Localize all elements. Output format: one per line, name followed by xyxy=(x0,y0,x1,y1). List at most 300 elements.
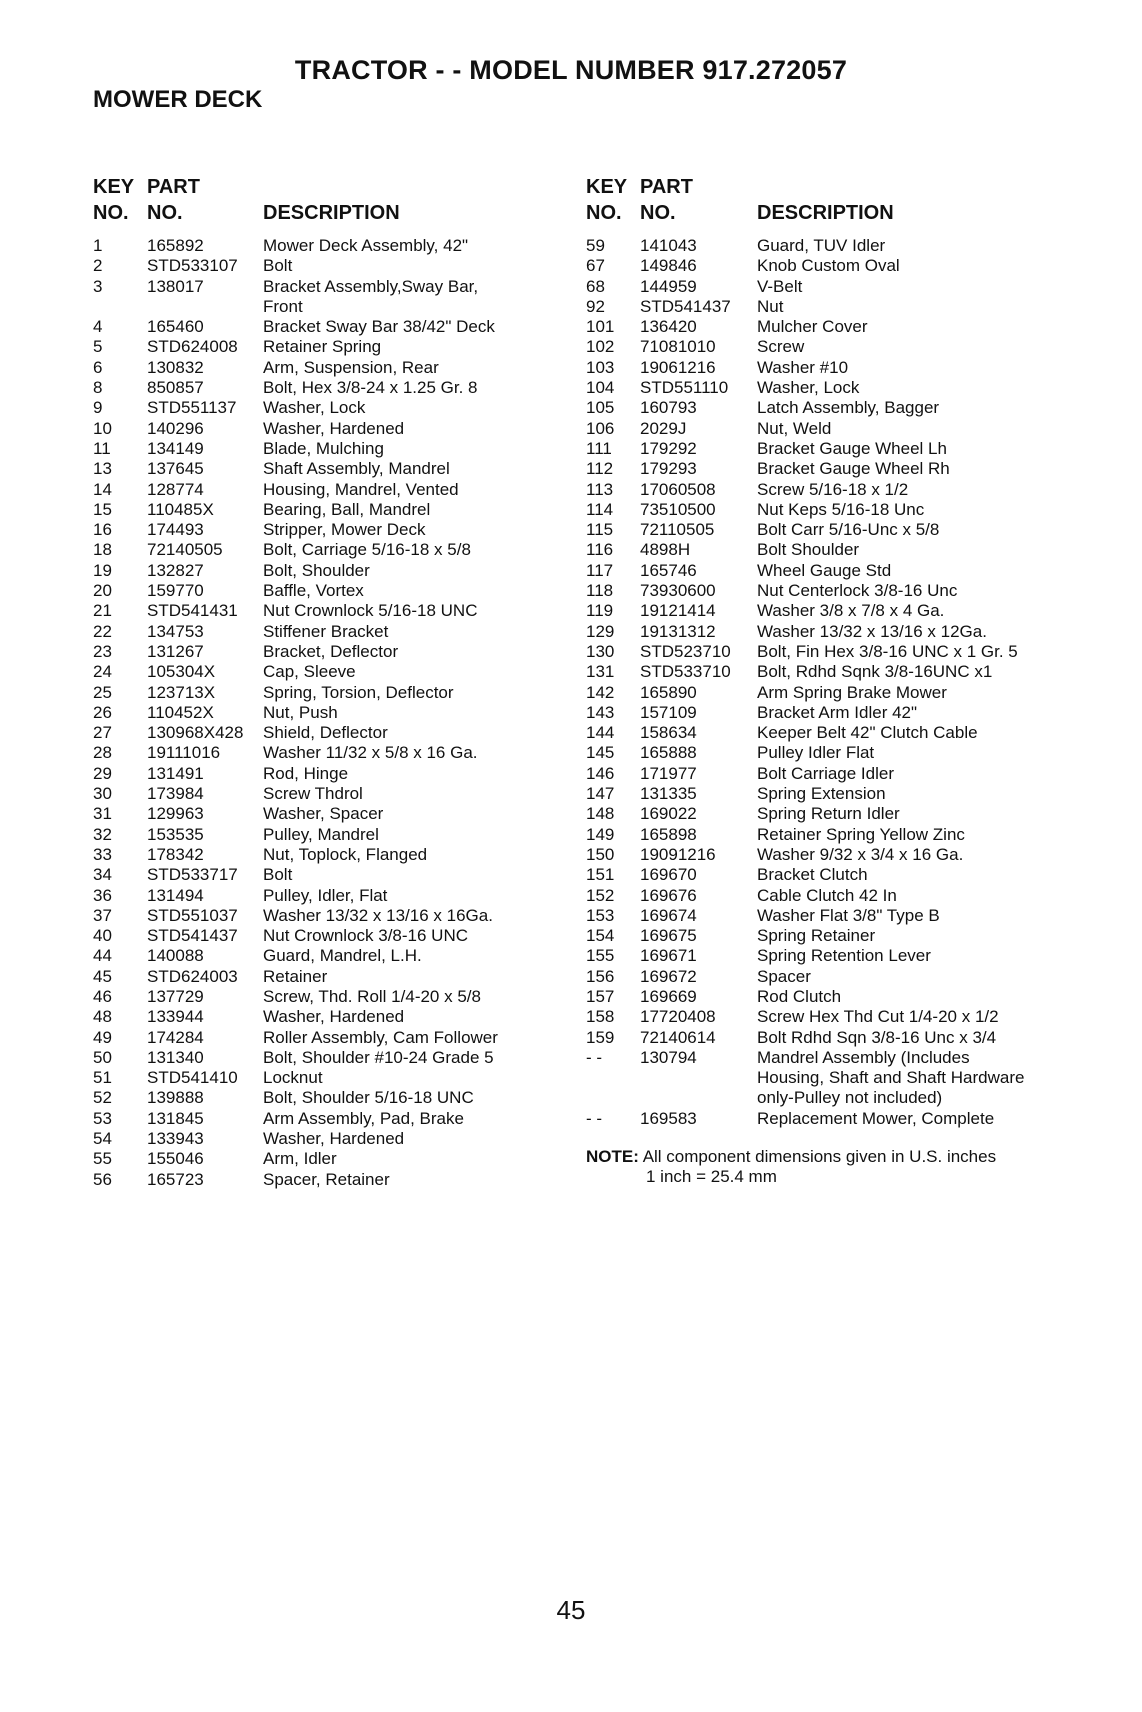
table-row xyxy=(93,317,563,337)
part-number: 132827 xyxy=(147,560,204,580)
key-number: 18 xyxy=(93,540,112,560)
table-body xyxy=(586,236,1086,1129)
table-row xyxy=(586,987,1086,1007)
key-number: 119 xyxy=(586,601,614,621)
part-number: 73930600 xyxy=(640,581,716,601)
table-row xyxy=(93,358,563,378)
key-number: 154 xyxy=(586,926,615,946)
part-number: 165888 xyxy=(640,743,697,763)
part-number: 169676 xyxy=(640,885,697,905)
part-number: 165460 xyxy=(147,317,204,337)
key-number: 147 xyxy=(586,784,615,804)
key-number: 92 xyxy=(586,296,605,316)
page-title: TRACTOR - - MODEL NUMBER 917.272057 xyxy=(294,55,848,85)
part-description: Washer, Lock xyxy=(263,398,366,418)
key-number: 130 xyxy=(586,641,615,661)
table-row xyxy=(93,1149,563,1169)
table-row xyxy=(93,1170,563,1190)
part-description: Mower Deck Assembly, 42" xyxy=(263,236,469,255)
table-row xyxy=(586,581,1086,601)
key-number: 6 xyxy=(93,357,103,377)
part-number: 129963 xyxy=(147,804,204,824)
table-row xyxy=(586,277,1086,297)
part-number: 131340 xyxy=(147,1047,204,1067)
part-description: Washer 13/32 x 13/16 x 12Ga. xyxy=(757,621,987,641)
table-row xyxy=(586,804,1086,824)
part-description: Wheel Gauge Std xyxy=(757,560,892,580)
part-number: STD541410 xyxy=(147,1068,238,1088)
note-conversion: 1 inch = 25.4 mm xyxy=(646,1167,777,1187)
table-row xyxy=(93,946,563,966)
key-number: 145 xyxy=(586,743,615,763)
key-number: 46 xyxy=(93,986,112,1006)
table-row xyxy=(93,419,563,439)
key-number: 156 xyxy=(586,966,615,986)
part-number: 169671 xyxy=(640,946,697,966)
key-number: 30 xyxy=(93,784,112,804)
part-number: 173984 xyxy=(147,784,204,804)
part-number: 130968X428 xyxy=(147,723,244,743)
table-row xyxy=(586,906,1086,926)
part-description: Washer, Lock xyxy=(757,378,860,398)
part-number: 179293 xyxy=(640,459,697,479)
key-number: 21 xyxy=(93,601,112,621)
part-description: Bolt xyxy=(263,256,293,276)
key-number: 143 xyxy=(586,702,615,722)
part-number: 159770 xyxy=(147,581,204,601)
part-number: 17720408 xyxy=(640,1007,716,1027)
table-row xyxy=(586,946,1086,966)
table-row xyxy=(586,358,1086,378)
part-description: Rod Clutch xyxy=(757,986,842,1006)
part-number: 72110505 xyxy=(640,520,715,540)
table-row xyxy=(586,662,1086,682)
table-row xyxy=(586,845,1086,865)
table-header xyxy=(93,176,563,228)
table-row xyxy=(586,703,1086,723)
table-row xyxy=(93,764,563,784)
key-number: 152 xyxy=(586,885,615,905)
table-row xyxy=(586,398,1086,418)
table-row xyxy=(93,439,563,459)
key-number: 50 xyxy=(93,1047,112,1067)
part-description: Retainer Spring Yellow Zinc xyxy=(757,824,965,844)
part-description: Bracket Gauge Wheel Lh xyxy=(757,438,947,458)
part-description: Bolt, Carriage 5/16-18 x 5/8 xyxy=(263,540,471,560)
part-number: 169674 xyxy=(640,905,697,925)
part-description: Knob Custom Oval xyxy=(757,256,900,276)
table-row xyxy=(93,236,563,256)
part-number: 157109 xyxy=(640,702,697,722)
key-number: 20 xyxy=(93,581,112,601)
key-number: 158 xyxy=(586,1007,615,1027)
table-row xyxy=(93,398,563,418)
key-number: 115 xyxy=(586,520,614,540)
key-number: 37 xyxy=(93,905,112,925)
key-number: 4 xyxy=(93,317,103,337)
part-description: Stripper, Mower Deck xyxy=(263,520,426,540)
table-row xyxy=(93,926,563,946)
key-number: 53 xyxy=(93,1108,112,1128)
part-description: Bolt, Hex 3/8-24 x 1.25 Gr. 8 xyxy=(263,378,478,398)
part-number: 72140614 xyxy=(640,1027,716,1047)
part-description: Washer 11/32 x 5/8 x 16 Ga. xyxy=(263,743,478,763)
parts-table-right xyxy=(586,176,1086,1188)
table-row xyxy=(586,500,1086,520)
part-description: Spacer xyxy=(757,966,811,986)
part-number: 130794 xyxy=(640,1047,697,1067)
key-number: 51 xyxy=(93,1068,112,1088)
part-number: 140088 xyxy=(147,946,204,966)
part-description: Roller Assembly, Cam Follower xyxy=(263,1027,498,1047)
part-number: 131494 xyxy=(147,885,204,905)
table-row xyxy=(586,337,1086,357)
part-description: Bracket Gauge Wheel Rh xyxy=(757,459,950,479)
part-number: 171977 xyxy=(640,763,697,783)
key-number: 48 xyxy=(93,1007,112,1027)
part-number: 165746 xyxy=(640,560,697,580)
key-number: 148 xyxy=(586,804,615,824)
key-number: 113 xyxy=(586,479,614,499)
key-number: 114 xyxy=(586,499,614,519)
part-description: Washer 3/8 x 7/8 x 4 Ga. xyxy=(757,601,945,621)
table-row xyxy=(93,845,563,865)
part-number: STD551137 xyxy=(147,398,237,418)
part-description: Blade, Mulching xyxy=(263,438,384,458)
table-row xyxy=(93,1068,563,1088)
key-number: 118 xyxy=(586,581,614,601)
part-description: Baffle, Vortex xyxy=(263,581,364,601)
section-title: MOWER DECK xyxy=(93,86,263,113)
part-number: STD541437 xyxy=(147,926,238,946)
table-row xyxy=(93,683,563,703)
part-number: 133944 xyxy=(147,1007,204,1027)
table-row xyxy=(586,1007,1086,1027)
part-number: 169022 xyxy=(640,804,697,824)
part-description: Spring Retainer xyxy=(757,926,876,946)
part-number: 123713X xyxy=(147,682,216,702)
part-description: Guard, TUV Idler xyxy=(757,236,886,255)
part-number: 110485X xyxy=(147,499,214,519)
key-number: - - xyxy=(586,1108,603,1128)
part-number: 139888 xyxy=(147,1088,204,1108)
key-number: 11 xyxy=(93,438,111,458)
part-description: Keeper Belt 42" Clutch Cable xyxy=(757,723,978,743)
table-row xyxy=(93,987,563,1007)
table-row xyxy=(93,480,563,500)
table-row xyxy=(586,317,1086,337)
key-number: 116 xyxy=(586,540,614,560)
part-description: Stiffener Bracket xyxy=(263,621,389,641)
key-number: 19 xyxy=(93,560,112,580)
part-number: 140296 xyxy=(147,418,204,438)
table-row xyxy=(93,581,563,601)
key-number: 56 xyxy=(93,1169,112,1189)
table-row xyxy=(586,723,1086,743)
part-description: Shield, Deflector xyxy=(263,723,388,743)
part-number: 136420 xyxy=(640,317,697,337)
table-row xyxy=(93,1007,563,1027)
part-description: Pulley, Idler, Flat xyxy=(263,885,388,905)
key-number: 112 xyxy=(586,459,614,479)
part-description: Nut, Weld xyxy=(757,418,832,438)
table-row xyxy=(93,804,563,824)
description-header: DESCRIPTION xyxy=(263,202,400,224)
table-row xyxy=(586,967,1086,987)
part-number: 174493 xyxy=(147,520,204,540)
part-number: 110452X xyxy=(147,702,214,722)
part-number: STD523710 xyxy=(640,641,731,661)
part-description: Arm, Suspension, Rear xyxy=(263,357,439,377)
table-row xyxy=(586,480,1086,500)
table-row xyxy=(586,419,1086,439)
part-description: Arm, Idler xyxy=(263,1149,337,1169)
part-description: Mulcher Cover xyxy=(757,317,868,337)
parts-table-left xyxy=(93,176,563,1190)
table-row xyxy=(93,784,563,804)
part-number: 131845 xyxy=(147,1108,204,1128)
key-header-line2: NO. xyxy=(586,202,622,224)
table-row xyxy=(586,459,1086,479)
key-number: 8 xyxy=(93,378,103,398)
part-description: Screw Thdrol xyxy=(263,784,363,804)
part-number: 149846 xyxy=(640,256,697,276)
part-description: Nut, Toplock, Flanged xyxy=(263,844,428,864)
table-row xyxy=(93,865,563,885)
key-number: 131 xyxy=(586,662,615,682)
key-number: 157 xyxy=(586,986,615,1006)
part-description: Shaft Assembly, Mandrel xyxy=(263,459,450,479)
part-description: Washer, Hardened xyxy=(263,1007,405,1027)
part-number: STD551110 xyxy=(640,378,729,398)
part-number: 165898 xyxy=(640,824,697,844)
table-row xyxy=(93,825,563,845)
part-number: STD541437 xyxy=(640,296,731,316)
table-body xyxy=(93,236,563,1190)
part-description: Retainer Spring xyxy=(263,337,382,357)
part-description: Bolt, Shoulder 5/16-18 UNC xyxy=(263,1088,474,1108)
part-description: Washer 13/32 x 13/16 x 16Ga. xyxy=(263,905,493,925)
key-number: 55 xyxy=(93,1149,112,1169)
part-description: Nut Crownlock 3/8-16 UNC xyxy=(263,926,469,946)
key-number: 59 xyxy=(586,236,605,255)
key-number: 40 xyxy=(93,926,112,946)
table-row xyxy=(586,764,1086,784)
part-description: Bolt Carriage Idler xyxy=(757,763,895,783)
part-number: 174284 xyxy=(147,1027,204,1047)
key-number: 36 xyxy=(93,885,112,905)
key-number: 29 xyxy=(93,763,112,783)
part-description: Bolt Carr 5/16-Unc x 5/8 xyxy=(757,520,940,540)
table-row xyxy=(586,601,1086,621)
key-number: 31 xyxy=(93,804,112,824)
table-row xyxy=(93,1088,563,1108)
part-description: Screw xyxy=(757,337,805,357)
part-description: Washer, Hardened xyxy=(263,1129,405,1149)
key-number: 26 xyxy=(93,702,112,722)
table-row xyxy=(93,1109,563,1129)
table-row xyxy=(586,886,1086,906)
page-number: 45 xyxy=(556,1595,586,1625)
table-row xyxy=(93,642,563,662)
table-row xyxy=(93,378,563,398)
part-number: 158634 xyxy=(640,723,697,743)
key-number: 104 xyxy=(586,378,615,398)
part-number: 153535 xyxy=(147,824,204,844)
part-number: 71081010 xyxy=(640,337,716,357)
key-number: 149 xyxy=(586,824,615,844)
table-row xyxy=(93,743,563,763)
note-text: All component dimensions given in U.S. inches xyxy=(642,1147,997,1167)
table-row xyxy=(93,1129,563,1149)
part-number: STD624003 xyxy=(147,966,238,986)
part-number: 160793 xyxy=(640,398,697,418)
part-description: Bracket Sway Bar 38/42" Deck xyxy=(263,317,495,337)
key-number: 142 xyxy=(586,682,615,702)
key-number: 16 xyxy=(93,520,112,540)
table-row xyxy=(586,236,1086,256)
key-number: 151 xyxy=(586,865,615,885)
part-description: Nut xyxy=(757,296,784,316)
part-number: 137645 xyxy=(147,459,204,479)
table-row xyxy=(93,540,563,560)
part-description: Pulley, Mandrel xyxy=(263,824,379,844)
part-description: Front xyxy=(263,296,303,316)
part-number: 19091216 xyxy=(640,844,716,864)
part-description: Bearing, Ball, Mandrel xyxy=(263,499,431,519)
key-number: 10 xyxy=(93,418,112,438)
key-header: KEY xyxy=(586,176,628,198)
part-number: 165892 xyxy=(147,236,204,255)
part-header: PART xyxy=(147,176,200,198)
part-number: 165890 xyxy=(640,682,697,702)
table-header xyxy=(586,176,1086,228)
table-row xyxy=(586,378,1086,398)
part-number: 138017 xyxy=(147,276,204,296)
part-description: Bolt Shoulder xyxy=(757,540,860,560)
table-row xyxy=(586,297,1086,317)
part-description: Screw Hex Thd Cut 1/4-20 x 1/2 xyxy=(757,1007,999,1027)
part-description: Nut Crownlock 5/16-18 UNC xyxy=(263,601,478,621)
part-number: 19111016 xyxy=(147,743,221,763)
part-number: 144959 xyxy=(640,276,697,296)
table-row xyxy=(93,256,563,276)
part-description: Bolt Rdhd Sqn 3/8-16 Unc x 3/4 xyxy=(757,1027,997,1047)
key-number: 111 xyxy=(586,438,612,458)
table-row xyxy=(586,520,1086,540)
part-description: Bracket, Deflector xyxy=(263,641,399,661)
part-description: Arm Assembly, Pad, Brake xyxy=(263,1108,464,1128)
table-row xyxy=(93,1048,563,1068)
key-number: 144 xyxy=(586,723,615,743)
description-header: DESCRIPTION xyxy=(757,202,894,224)
key-number: 32 xyxy=(93,824,112,844)
part-number: 19061216 xyxy=(640,357,716,377)
part-number: STD533710 xyxy=(640,662,731,682)
table-row xyxy=(586,926,1086,946)
part-number: 19121414 xyxy=(640,601,716,621)
part-number: 19131312 xyxy=(640,621,716,641)
part-description: Nut, Push xyxy=(263,702,338,722)
part-description: Housing, Shaft and Shaft Hardware xyxy=(757,1068,1025,1088)
key-number: 106 xyxy=(586,418,615,438)
part-description: Bolt, Fin Hex 3/8-16 UNC x 1 Gr. 5 xyxy=(757,641,1018,661)
part-number: 850857 xyxy=(147,378,204,398)
part-number: 134149 xyxy=(147,438,204,458)
table-row xyxy=(586,256,1086,276)
part-description: Bracket Arm Idler 42" xyxy=(757,702,918,722)
table-row xyxy=(93,459,563,479)
part-number: 72140505 xyxy=(147,540,223,560)
part-description: only-Pulley not included) xyxy=(757,1088,943,1108)
part-number: STD541431 xyxy=(147,601,238,621)
part-number: 131491 xyxy=(147,763,204,783)
table-row xyxy=(586,865,1086,885)
key-number: 14 xyxy=(93,479,112,499)
key-header: KEY xyxy=(93,176,135,198)
note-label: NOTE: xyxy=(586,1147,639,1167)
part-number: 169675 xyxy=(640,926,697,946)
key-number: 101 xyxy=(586,317,615,337)
part-number: 137729 xyxy=(147,986,204,1006)
key-number: 22 xyxy=(93,621,112,641)
key-number: 23 xyxy=(93,641,112,661)
key-number: 2 xyxy=(93,256,103,276)
table-row xyxy=(586,825,1086,845)
part-number: 169669 xyxy=(640,986,697,1006)
table-row xyxy=(586,683,1086,703)
part-description: Spring, Torsion, Deflector xyxy=(263,682,454,702)
part-description: Nut Keps 5/16-18 Unc xyxy=(757,499,925,519)
table-row xyxy=(586,642,1086,662)
table-row xyxy=(586,540,1086,560)
key-number: - - xyxy=(586,1047,603,1067)
part-number: 133943 xyxy=(147,1129,204,1149)
key-number: 24 xyxy=(93,662,112,682)
key-number: 129 xyxy=(586,621,615,641)
part-number: 2029J xyxy=(640,418,687,438)
part-number: 178342 xyxy=(147,844,204,864)
table-row xyxy=(586,439,1086,459)
part-description: Cable Clutch 42 In xyxy=(757,885,897,905)
table-row xyxy=(586,561,1086,581)
part-description: Guard, Mandrel, L.H. xyxy=(263,946,422,966)
part-description: Bracket Assembly,Sway Bar, xyxy=(263,276,479,296)
table-row xyxy=(93,723,563,743)
table-row xyxy=(93,337,563,357)
table-row xyxy=(93,1028,563,1048)
part-description: Washer Flat 3/8" Type B xyxy=(757,905,940,925)
part-number: 128774 xyxy=(147,479,204,499)
part-description: Washer 9/32 x 3/4 x 16 Ga. xyxy=(757,844,964,864)
part-description: Bolt, Rdhd Sqnk 3/8-16UNC x1 xyxy=(757,662,993,682)
part-description: Screw 5/16-18 x 1/2 xyxy=(757,479,909,499)
part-description: Locknut xyxy=(263,1068,323,1088)
table-row xyxy=(586,622,1086,642)
part-number: 17060508 xyxy=(640,479,716,499)
key-number: 27 xyxy=(93,723,112,743)
part-description: Spring Return Idler xyxy=(757,804,900,824)
part-description: Bolt, Shoulder #10-24 Grade 5 xyxy=(263,1047,494,1067)
table-row xyxy=(93,500,563,520)
part-description: Bolt xyxy=(263,865,293,885)
part-description: Bracket Clutch xyxy=(757,865,868,885)
table-row xyxy=(586,1028,1086,1048)
key-number: 117 xyxy=(586,560,614,580)
table-row xyxy=(93,662,563,682)
table-row xyxy=(93,967,563,987)
part-number: 131335 xyxy=(640,784,697,804)
